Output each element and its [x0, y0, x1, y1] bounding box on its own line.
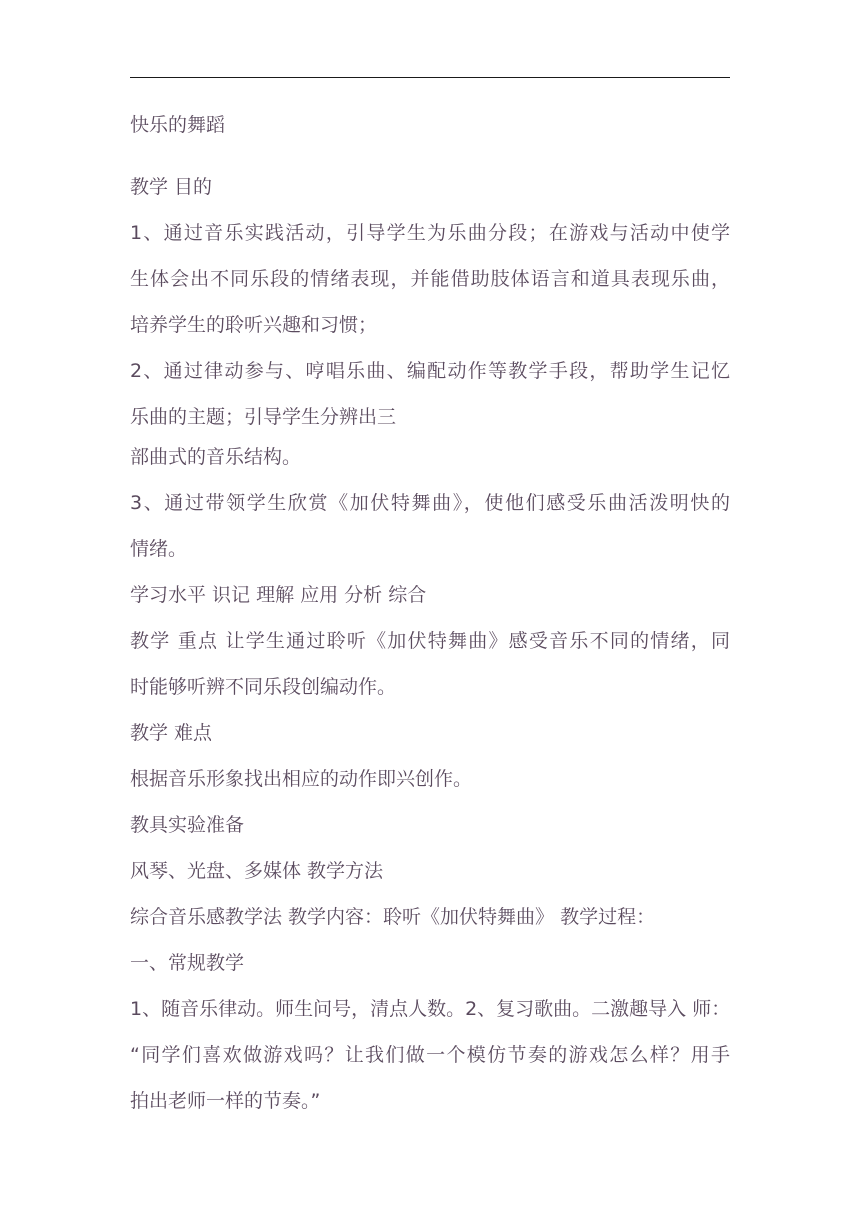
objective-3-line-2: 情绪。 — [130, 538, 188, 560]
method-text: 综合音乐感教学法 教学内容：聆听《加伏特舞曲》 教学过程： — [130, 906, 656, 928]
document-body — [130, 108, 730, 1118]
objective-2-line-3: 部曲式的音乐结构。 — [130, 446, 302, 468]
key-point-line-1: 教学 重点 让学生通过聆听《加伏特舞曲》感受音乐不同的情绪，同 — [130, 630, 730, 652]
routine-line-3: 拍出老师一样的节奏。” — [130, 1090, 321, 1112]
objectives-heading: 教学 目的 — [130, 176, 213, 198]
objective-2-line-2: 乐曲的主题；引导学生分辨出三 — [130, 406, 397, 428]
difficulty-heading: 教学 难点 — [130, 722, 213, 744]
routine-line-2: “同学们喜欢做游戏吗？让我们做一个模仿节奏的游戏怎么样？用手 — [130, 1044, 730, 1066]
routine-heading: 一、常规教学 — [130, 952, 245, 974]
document-title: 快乐的舞蹈 — [130, 114, 226, 136]
objective-3-line-1: 3、通过带领学生欣赏《加伏特舞曲》，使他们感受乐曲活泼明快的 — [130, 492, 730, 514]
header-rule — [130, 77, 730, 78]
routine-line-1: 1、随音乐律动。师生问号，清点人数。2、复习歌曲。二激趣导入 师： — [130, 998, 731, 1020]
difficulty-text: 根据音乐形象找出相应的动作即兴创作。 — [130, 768, 473, 790]
tools-heading: 教具实验准备 — [130, 814, 245, 836]
objective-2-line-1: 2、通过律动参与、哼唱乐曲、编配动作等教学手段，帮助学生记忆 — [130, 360, 730, 382]
learning-level: 学习水平 识记 理解 应用 分析 综合 — [130, 584, 427, 606]
objective-1-line-1: 1、通过音乐实践活动，引导学生为乐曲分段；在游戏与活动中使学 — [130, 222, 730, 244]
objective-1-line-3: 培养学生的聆听兴趣和习惯； — [130, 314, 378, 336]
objective-1-line-2: 生体会出不同乐段的情绪表现，并能借助肢体语言和道具表现乐曲， — [130, 268, 730, 290]
tools-text: 风琴、光盘、多媒体 教学方法 — [130, 860, 384, 882]
key-point-line-2: 时能够听辨不同乐段创编动作。 — [130, 676, 397, 698]
